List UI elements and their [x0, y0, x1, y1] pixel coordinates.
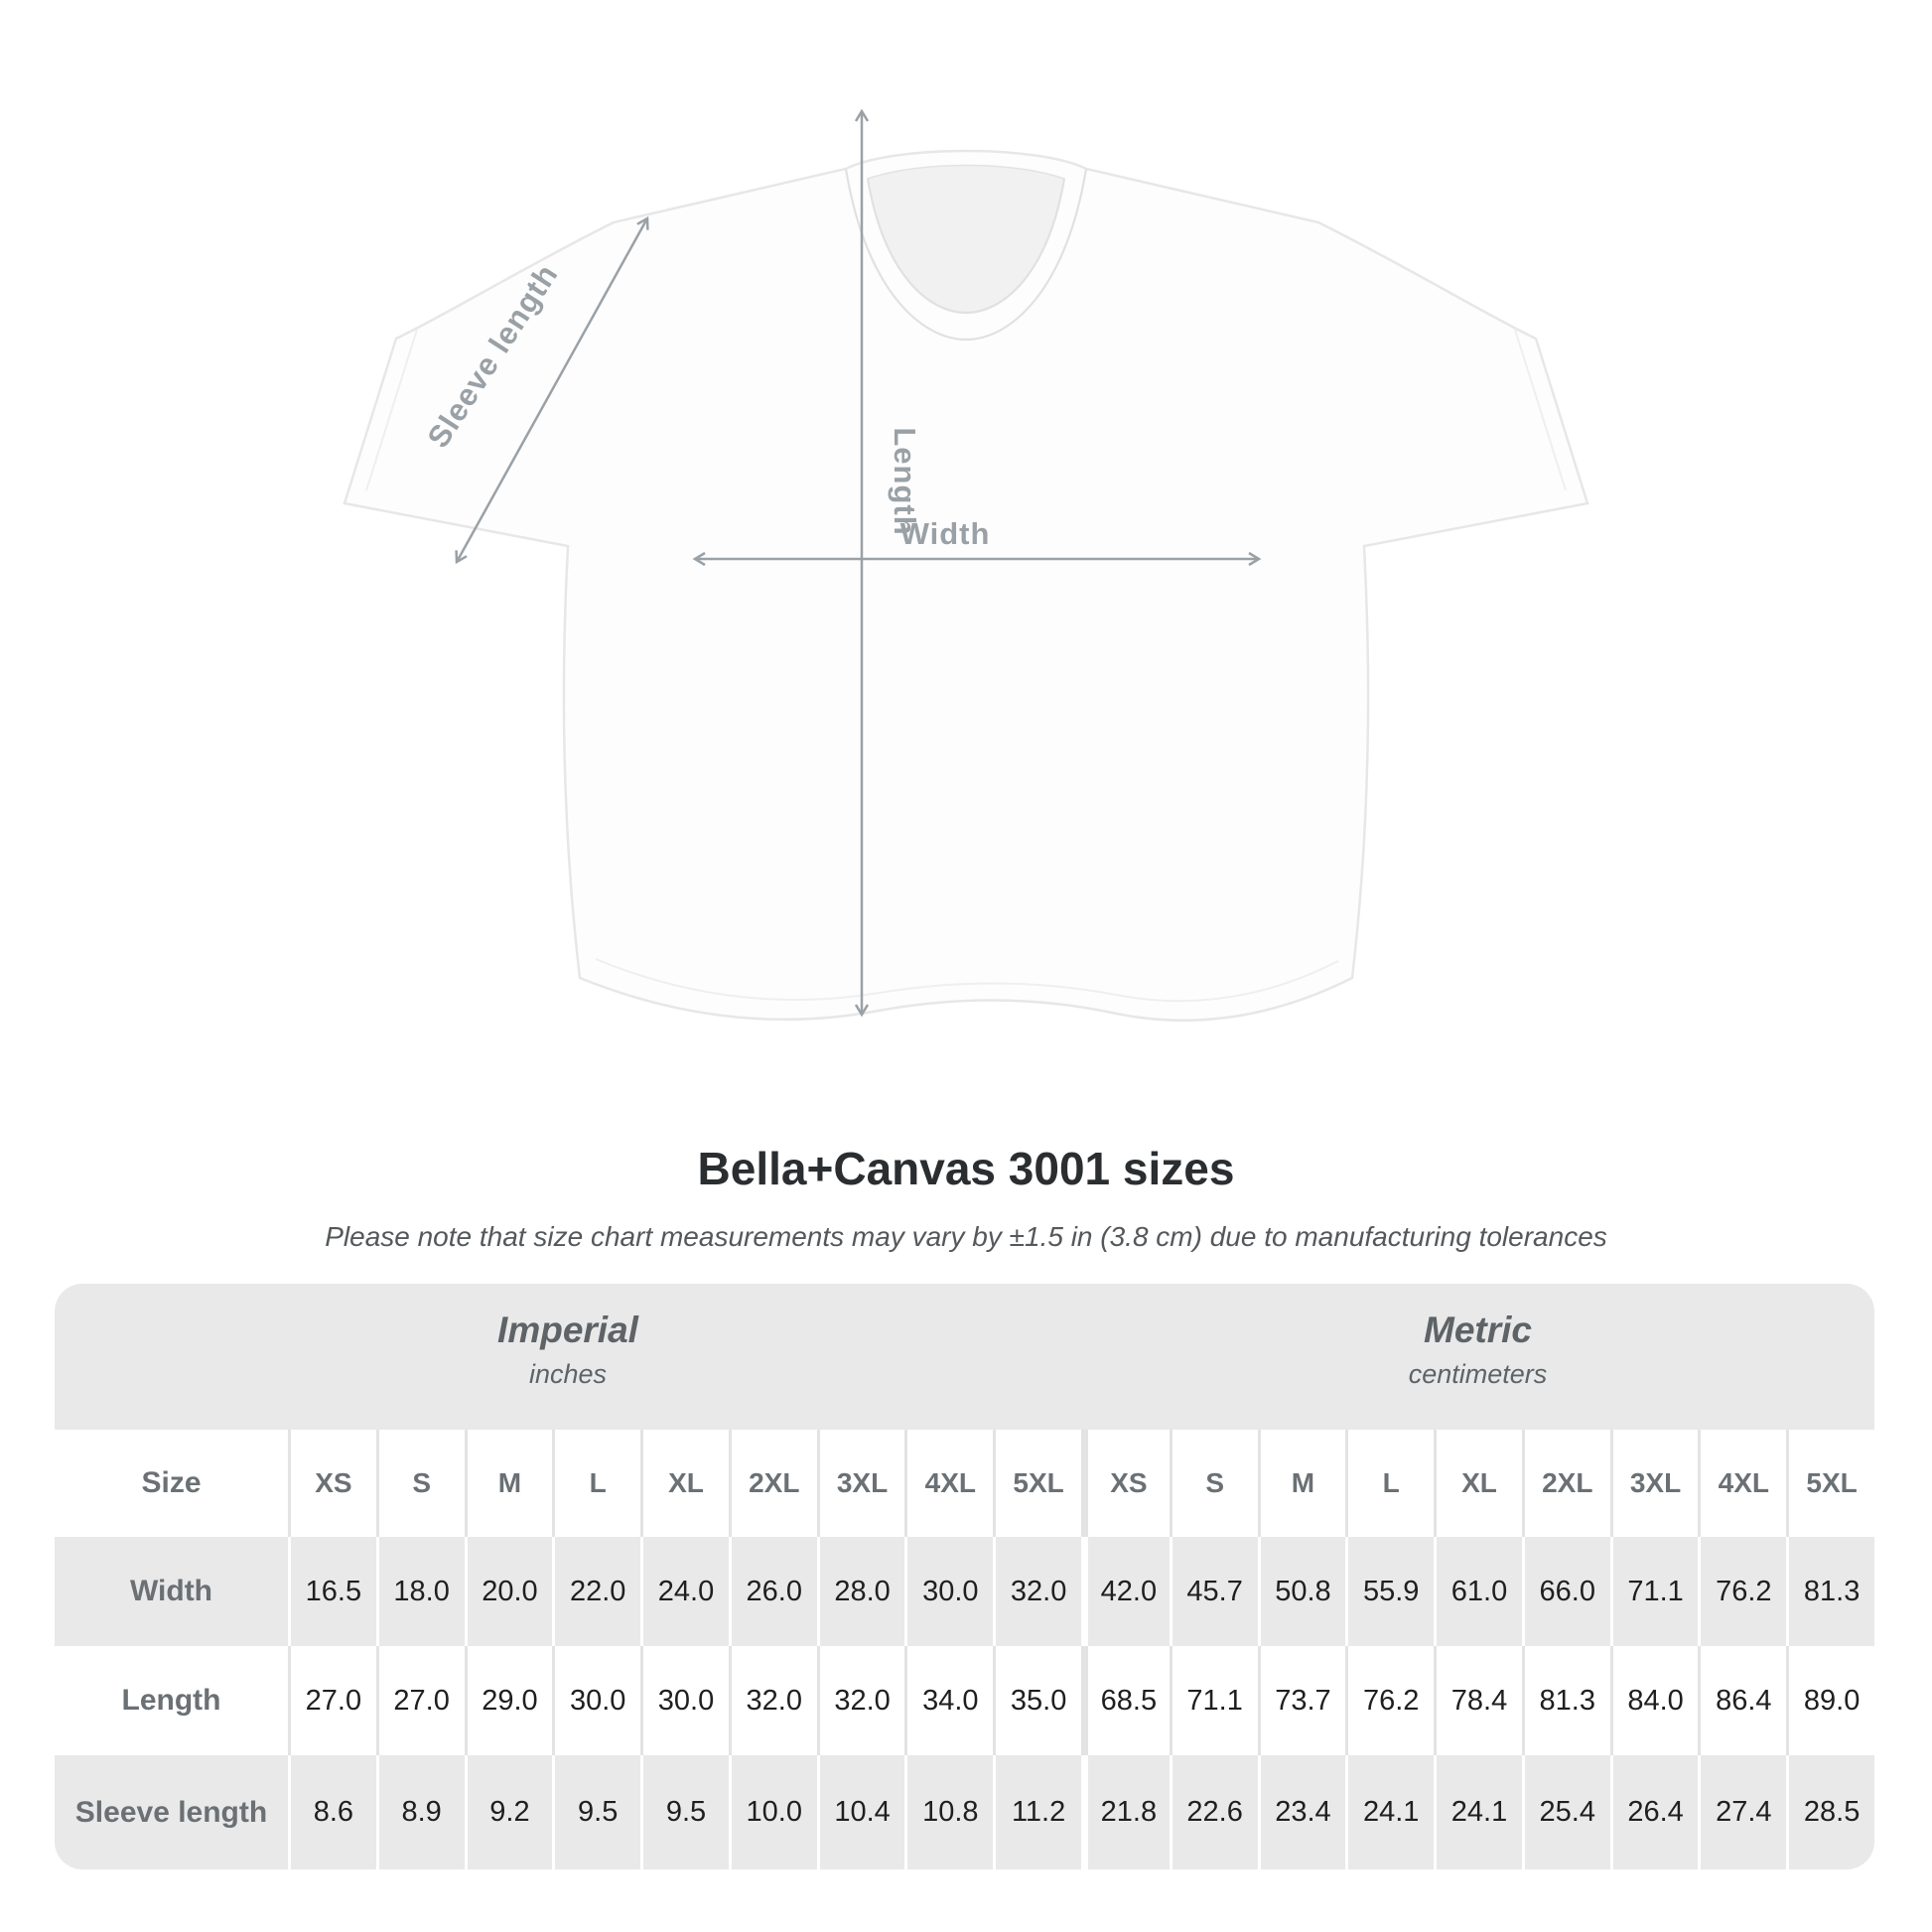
table-cell: 26.4: [1610, 1755, 1699, 1869]
table-cell: 27.0: [376, 1646, 465, 1755]
size-col-header: XL: [1434, 1430, 1522, 1537]
table-cell: 50.8: [1258, 1537, 1346, 1646]
unit-group-name: Metric: [1424, 1310, 1532, 1350]
table-cell: 84.0: [1610, 1646, 1699, 1755]
table-cell: 27.0: [288, 1646, 376, 1755]
table-cell: 78.4: [1434, 1646, 1522, 1755]
table-cell: 30.0: [640, 1646, 729, 1755]
table-cell: 20.0: [465, 1537, 553, 1646]
table-cell: 10.0: [729, 1755, 817, 1869]
size-col-header: XS: [288, 1430, 376, 1537]
table-cell: 23.4: [1258, 1755, 1346, 1869]
table-cell: 9.2: [465, 1755, 553, 1869]
tolerance-note: Please note that size chart measurements may vary by ±1.5 in (3.8 cm) due to manufacturing tolerances: [325, 1221, 1607, 1252]
size-col-header: 5XL: [1786, 1430, 1874, 1537]
table-cell: 24.1: [1345, 1755, 1434, 1869]
table-cell: 10.4: [817, 1755, 905, 1869]
table-cell: 22.0: [552, 1537, 640, 1646]
unit-group-unit: centimeters: [1408, 1359, 1548, 1389]
size-col-header: XS: [1081, 1430, 1170, 1537]
table-cell: 61.0: [1434, 1537, 1522, 1646]
page-title: Bella+Canvas 3001 sizes: [697, 1143, 1235, 1194]
table-cell: 89.0: [1786, 1646, 1874, 1755]
table-cell: 30.0: [552, 1646, 640, 1755]
size-col-header: S: [376, 1430, 465, 1537]
table-cell: 28.5: [1786, 1755, 1874, 1869]
size-col-header: M: [1258, 1430, 1346, 1537]
table-cell: 11.2: [993, 1755, 1081, 1869]
unit-group-name: Imperial: [497, 1310, 638, 1350]
row-label: Width: [55, 1537, 288, 1646]
table-cell: 29.0: [465, 1646, 553, 1755]
imperial-group-header: [55, 1284, 1081, 1430]
table-cell: 24.0: [640, 1537, 729, 1646]
metric-group-header: [1081, 1284, 1874, 1430]
table-cell: 28.0: [817, 1537, 905, 1646]
size-col-header: XL: [640, 1430, 729, 1537]
size-col-header: L: [552, 1430, 640, 1537]
table-cell: 27.4: [1698, 1755, 1786, 1869]
table-cell: 9.5: [552, 1755, 640, 1869]
table-cell: 81.3: [1786, 1537, 1874, 1646]
table-cell: 25.4: [1522, 1755, 1610, 1869]
size-col-header: 2XL: [729, 1430, 817, 1537]
width-label: Width: [899, 516, 991, 551]
table-cell: 35.0: [993, 1646, 1081, 1755]
table-cell: 71.1: [1610, 1537, 1699, 1646]
size-col-header: 3XL: [817, 1430, 905, 1537]
table-cell: 16.5: [288, 1537, 376, 1646]
size-col-header: L: [1345, 1430, 1434, 1537]
size-col-header: 2XL: [1522, 1430, 1610, 1537]
table-cell: 73.7: [1258, 1646, 1346, 1755]
table-cell: 9.5: [640, 1755, 729, 1869]
size-table-grid: [55, 1284, 1874, 1869]
table-cell: 30.0: [904, 1537, 993, 1646]
table-cell: 8.9: [376, 1755, 465, 1869]
table-cell: 10.8: [904, 1755, 993, 1869]
table-cell: 68.5: [1081, 1646, 1170, 1755]
table-cell: 55.9: [1345, 1537, 1434, 1646]
table-cell: 21.8: [1081, 1755, 1170, 1869]
table-cell: 76.2: [1345, 1646, 1434, 1755]
table-cell: 45.7: [1170, 1537, 1258, 1646]
row-label: Sleeve length: [55, 1755, 288, 1869]
table-cell: 81.3: [1522, 1646, 1610, 1755]
table-cell: 32.0: [817, 1646, 905, 1755]
table-cell: 22.6: [1170, 1755, 1258, 1869]
size-col-header: M: [465, 1430, 553, 1537]
size-col-header: 5XL: [993, 1430, 1081, 1537]
unit-group-unit: inches: [528, 1359, 608, 1389]
table-cell: 18.0: [376, 1537, 465, 1646]
table-cell: 76.2: [1698, 1537, 1786, 1646]
table-cell: 66.0: [1522, 1537, 1610, 1646]
length-label: Length: [888, 427, 922, 536]
size-col-header: 4XL: [904, 1430, 993, 1537]
table-cell: 24.1: [1434, 1755, 1522, 1869]
table-cell: 86.4: [1698, 1646, 1786, 1755]
size-col-header: S: [1170, 1430, 1258, 1537]
size-column-header: Size: [55, 1430, 288, 1537]
table-cell: 42.0: [1081, 1537, 1170, 1646]
table-cell: 34.0: [904, 1646, 993, 1755]
size-col-header: 3XL: [1610, 1430, 1699, 1537]
table-cell: 8.6: [288, 1755, 376, 1869]
sleeve-length-label: Sleeve length: [420, 257, 565, 455]
table-cell: 32.0: [993, 1537, 1081, 1646]
table-cell: 71.1: [1170, 1646, 1258, 1755]
size-col-header: 4XL: [1698, 1430, 1786, 1537]
row-label: Length: [55, 1646, 288, 1755]
table-cell: 26.0: [729, 1537, 817, 1646]
table-cell: 32.0: [729, 1646, 817, 1755]
